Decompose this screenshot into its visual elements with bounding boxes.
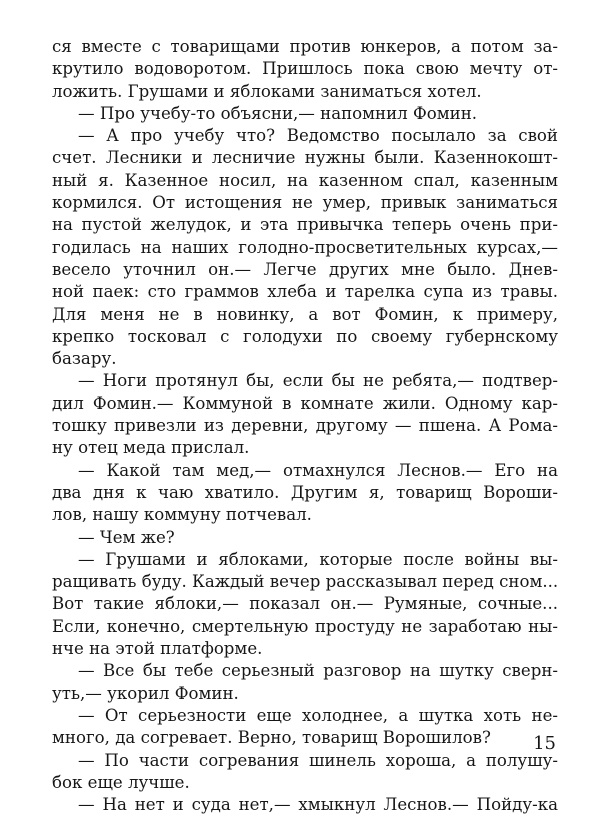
text-line: базару. [52, 349, 117, 369]
text-line: лов, нашу коммуну потчевал. [52, 505, 312, 525]
text-line: тошку привезли из деревни, другому — пшена. А Рома- [52, 416, 558, 436]
text-line: на пустой желудок, и эта привычка теперь очень при- [52, 215, 558, 235]
text-line: кормился. От истощения не умер, привык заниматься [52, 193, 558, 213]
text-line: нче на этой платформе. [52, 639, 263, 659]
text-line: — На нет и суда нет,— хмыкнул Леснов.— Пойду-ка [78, 795, 558, 815]
text-line: крутило водоворотом. Пришлось пока свою мечту от- [52, 59, 558, 79]
text-line: Для меня не в новинку, а вот Фомин, к примеру, [52, 304, 558, 324]
text-line: — Про учебу-то объясни,— напомнил Фомин. [78, 103, 478, 123]
text-line: два дня к чаю хватило. Другим я, товарищ Вороши- [52, 482, 558, 502]
text-line: ся вместе с товарищами против юнкеров, а потом за- [52, 37, 558, 56]
text-line: — Все бы тебе серьезный разговор на шутку сверн- [78, 661, 558, 681]
text-line: годилась на наших голодно-просветительных курсах,— [52, 237, 558, 257]
text-line: — Грушами и яблоками, которые после войны вы- [78, 549, 558, 569]
text-line: Вот такие яблоки,— показал он.— Румяные, сочные... [52, 594, 558, 614]
text-line: ну отец меда прислал. [52, 438, 250, 458]
text-line: — А про учебу что? Ведомство посылало за свой [78, 126, 558, 146]
text-line: счет. Лесники и лесничие нужны были. Казеннокошт- [52, 148, 558, 168]
text-line: бок еще лучше. [52, 772, 190, 792]
text-line: — Ноги протянул бы, если бы не ребята,— подтвер- [78, 371, 558, 391]
text-line: уть,— укорил Фомин. [52, 683, 239, 703]
text-line: — От серьезности еще холоднее, а шутка хоть не- [78, 705, 558, 725]
text-line: много, да согревает. Верно, товарищ Ворошилов? [52, 728, 491, 748]
page-number: 15 [533, 733, 556, 754]
text-line: ной паек: сто граммов хлеба и тарелка супа из травы. [52, 282, 558, 302]
text-line: — По части согревания шинель хороша, а полушу- [78, 750, 558, 770]
text-line: Если, конечно, смертельную простуду не заработаю ны- [52, 616, 558, 636]
text-line: ложить. Грушами и яблоками заниматься хотел. [52, 81, 482, 101]
text-line: ращивать буду. Каждый вечер рассказывал перед сном... [52, 572, 559, 592]
text-line: дил Фомин.— Коммуной в комнате жили. Одному кар- [52, 393, 558, 413]
page-text [52, 36, 558, 816]
text-line: ный я. Казенное носил, на казенном спал, казенным [52, 170, 558, 190]
text-line: — Какой там мед,— отмахнулся Леснов.— Его на [78, 460, 558, 480]
text-line: — Чем же? [78, 527, 175, 547]
text-line: весело уточнил он.— Легче других мне было. Днев- [52, 259, 558, 279]
text-line: крепко тосковал с голодухи по своему губернскому [52, 326, 558, 346]
